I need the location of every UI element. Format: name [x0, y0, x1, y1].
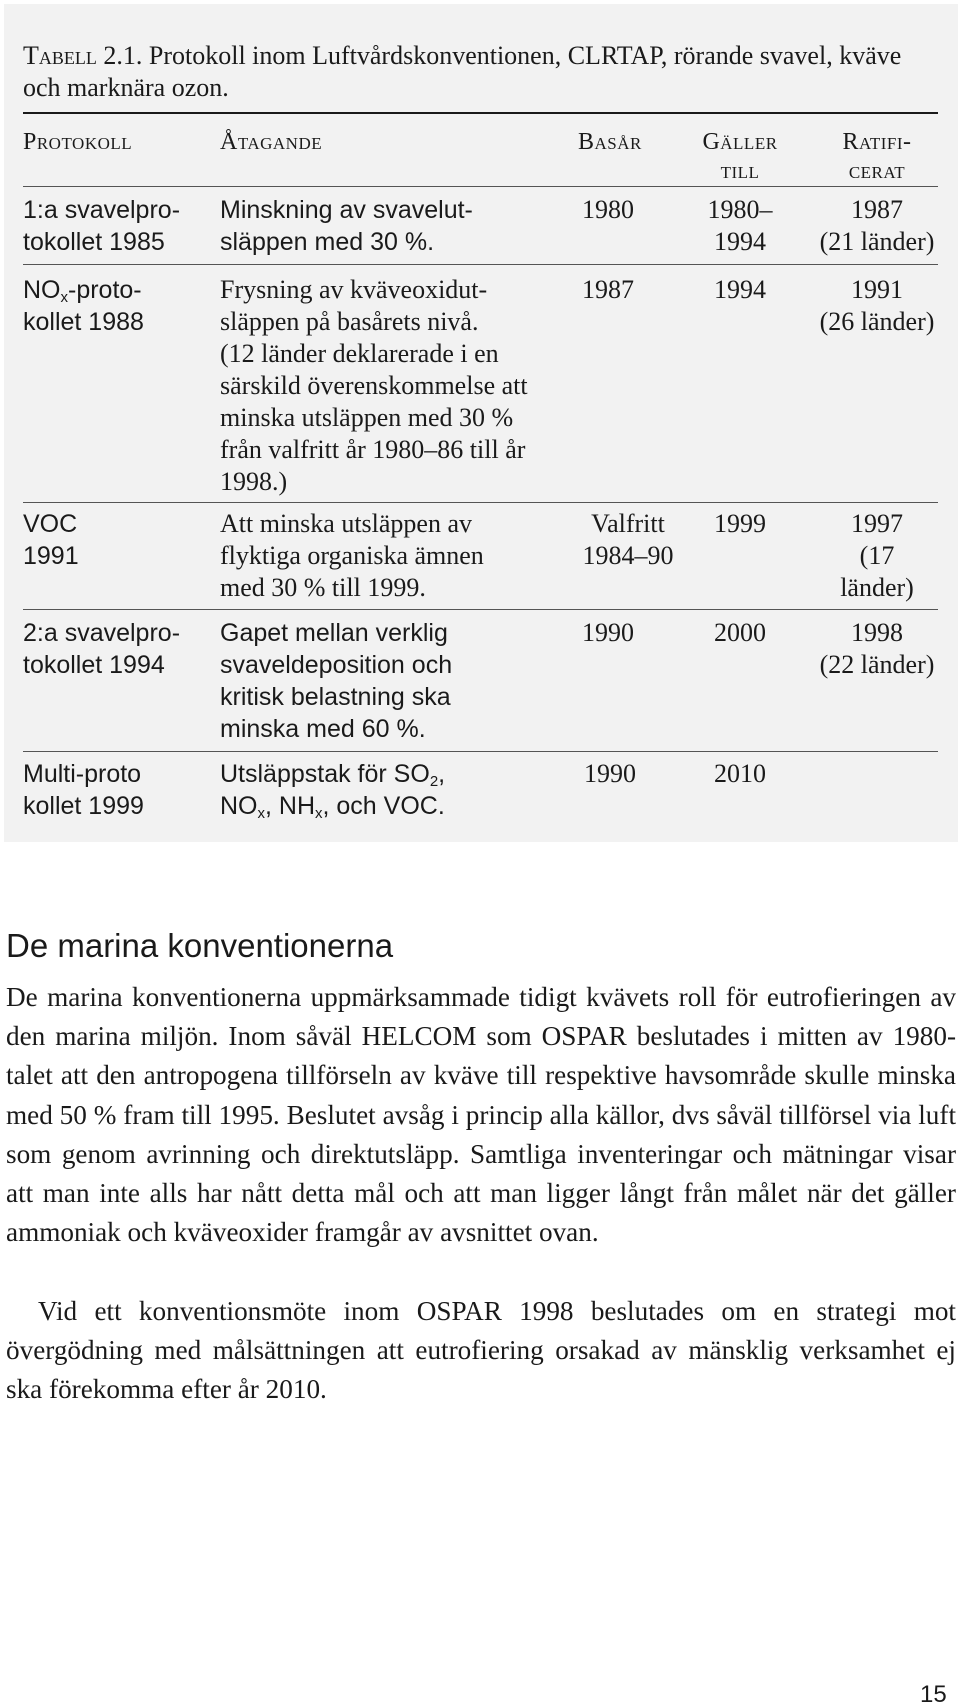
caption-text: Protokoll inom Luftvårdskonventionen, CLRTAP, rörande svavel, kväve och marknära ozon. [23, 41, 902, 102]
header-atagande: Åtagande [220, 129, 323, 155]
row-divider [23, 751, 938, 752]
row1-basar: 1980 [582, 195, 634, 224]
caption-number: 2.1. [103, 41, 143, 70]
row5-basar: 1990 [584, 759, 636, 788]
row4-ratifierat: 1998 (22 länder) [819, 618, 935, 679]
row3-galler: 1999 [714, 509, 766, 538]
row4-basar: 1990 [582, 618, 634, 647]
section-heading: De marina konventionerna [6, 927, 394, 964]
header-galler-line1: Gäller [702, 129, 778, 155]
row1-atagande: Minskning av svavelut- släppen med 30 %. [220, 196, 473, 256]
row4-galler: 2000 [714, 618, 766, 647]
row4-protokoll: 2:a svavelpro- tokollet 1994 [23, 619, 181, 679]
row2-basar: 1987 [582, 275, 634, 304]
page-number: 15 [920, 1681, 947, 1708]
row2-protokoll-sub: x [60, 289, 68, 306]
header-ratifierat-line2: cerat [848, 158, 906, 184]
row-divider [23, 502, 938, 503]
row5-protokoll: Multi-proto kollet 1999 [23, 760, 144, 820]
header-galler [680, 128, 800, 186]
row5-atagande-nox-sub: x [257, 805, 265, 822]
row5-atagande-so2-sub: 2 [429, 773, 439, 790]
header-ratifierat [812, 128, 942, 186]
row3-protokoll: VOC 1991 [23, 510, 79, 570]
row5-atagande-nox: NO [220, 792, 258, 820]
header-rule [23, 186, 938, 187]
row2-ratifierat: 1991 (26 länder) [819, 275, 935, 336]
paragraph-2: Vid ett konventionsmöte inom OSPAR 1998 beslutades om en strategi mot övergödning med målsättningen att eutrofiering orsakad av mänsklig verksamhet ej ska förekomma efter år 2010. [6, 1296, 956, 1405]
row2-protokoll-post: -proto- kollet 1988 [23, 276, 144, 336]
row1-galler: 1980– 1994 [707, 195, 773, 256]
row5-atagande-nh-sub: x [315, 805, 323, 822]
header-protokoll: Protokoll [23, 129, 133, 155]
row5-atagande-nh: , NH [265, 792, 315, 820]
row2-galler: 1994 [714, 275, 766, 304]
table-caption [23, 40, 933, 104]
row5-atagande-line1: Utsläppstak för SO [220, 760, 430, 788]
caption-label: Tabell [23, 41, 97, 70]
row5-galler: 2010 [714, 759, 766, 788]
row-divider [23, 609, 938, 610]
header-ratifierat-line1: Ratifi- [842, 129, 912, 155]
row4-atagande: Gapet mellan verklig svaveldeposition och kritisk belastning ska minska med 60 %. [220, 619, 453, 743]
row5-atagande-line1-post: , [438, 760, 446, 788]
row2-protokoll [23, 274, 144, 338]
table-top-rule [23, 112, 938, 114]
row-divider [23, 264, 938, 265]
header-galler-line2: till [720, 158, 760, 184]
row2-atagande: Frysning av kväveoxidut- släppen på basårets nivå. (12 länder deklarerade i en särskild överenskommelse att minska utsläppen med 30 % från valfritt år 1980–86 till år 1998.) [220, 275, 528, 496]
row1-ratifierat: 1987 (21 länder) [819, 195, 935, 256]
row5-atagande-voc: , och VOC. [322, 792, 445, 820]
header-basar: Basår [578, 129, 642, 155]
row5-atagande [220, 758, 445, 822]
row3-atagande: Att minska utsläppen av flyktiga organiska ämnen med 30 % till 1999. [220, 509, 484, 602]
row3-ratifierat: 1997 (17 länder) [840, 509, 914, 602]
row3-basar: Valfritt 1984–90 [582, 509, 674, 570]
row2-protokoll-pre: NO [23, 276, 61, 304]
row1-protokoll: 1:a svavelpro- tokollet 1985 [23, 196, 181, 256]
paragraph-1: De marina konventionerna uppmärksammade tidigt kvävets roll för eutrofieringen av den marina miljön. Inom såväl HELCOM som OSPAR beslutades i mitten av 1980-talet att den antropogena tillförseln av kväve till respektive havsområde skulle minska med 50 % fram till 1995. Beslutet avsåg i princip alla källor, dvs såväl tillförsel via luft som genom avrinning och direktutsläpp. Samtliga inventeringar och mätningar visar att man inte alls har nått detta mål och att man ligger långt från målet när det gäller ammoniak och kväveoxider framgår av avsnittet ovan. [6, 982, 956, 1248]
